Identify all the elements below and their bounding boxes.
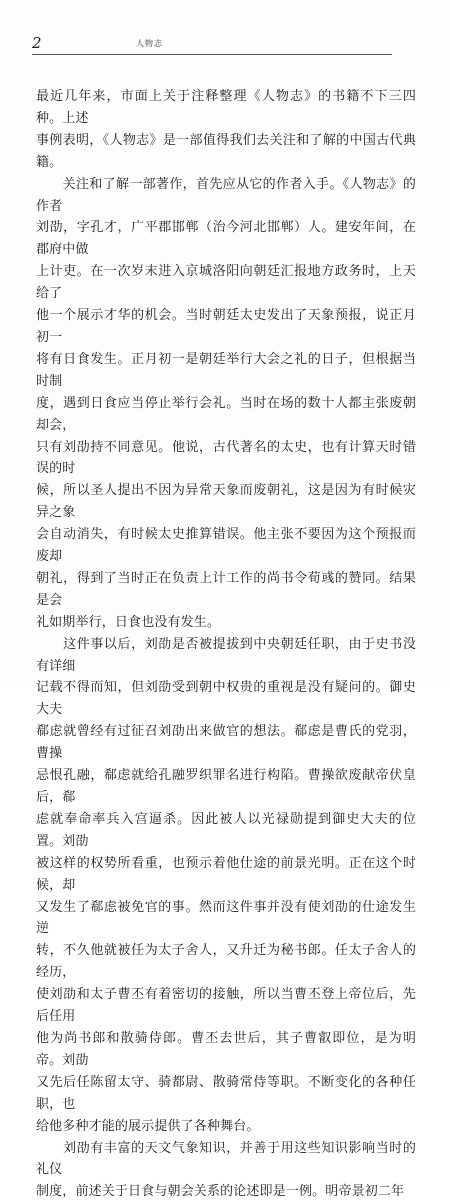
paragraph-2: 关注和了解一部著作，首先应从它的作者入手。《人物志》的作者 刘劭，字孔才，广平郡邯郸（治今河北邯郸）人。建安年间，在郡府中做 上计吏。在一次岁末进入京城洛阳向朝廷汇报地方政务时，上天给了 他一个展示才华的机会。当时朝廷太史发出了天象预报，说正月初一 将有日食发生。正月初一是朝廷举行大会之礼的日子，但根据当时制 度，遇到日食应当停止举行会礼。当时在场的数十人都主张废朝却会， 只有刘劭持不同意见。他说，古代著名的太史，也有计算天时错误的时 候，所以圣人提出不因为异常天象而废朝礼，这是因为有时候灾异之象 会自动消失，有时候太史推算错误。他主张不要因为这个预报而废却 朝礼，得到了当时正在负责上计工作的尚书令荀彧的赞同。结果是会 礼如期举行，日食也没有发生。	[36, 174, 416, 634]
paragraph-3: 这件事以后，刘劭是否被提拔到中央朝廷任职，由于史书没有详细 记载不得而知，但刘劭受到朝中权贵的重视是没有疑问的。御史大夫 郗虑就曾经有过征召刘劭出来做官的想法。郗虑是曹氏的党羽，曹操 忌恨孔融，郗虑就给孔融罗织罪名进行构陷。曹操欲废献帝伏皇后，郗 虑就奉命率兵入宫逼杀。因此被人以光禄勋提到御史大夫的位置。刘劭 被这样的权势所看重，也预示着他仕途的前景光明。正在这个时候，却 又发生了郗虑被免官的事。然而这件事并没有使刘劭的仕途发生逆 转，不久他就被任为太子舍人，又升迁为秘书郎。任太子舍人的经历， 使刘劭和太子曹丕有着密切的接触，所以当曹丕登上帝位后，先后任用 他为尚书郎和散骑侍郎。曹丕去世后，其子曹叡即位，是为明帝。刘劭 又先后任陈留太守、骑都尉、散骑常侍等职。不断变化的各种任职，也 给他多种才能的展示提供了各种舞台。	[36, 634, 416, 1138]
running-head: 人物志	[136, 39, 163, 49]
page-header	[32, 35, 392, 57]
body-text	[36, 86, 416, 1203]
header-rule	[32, 54, 392, 55]
paragraph-1: 最近几年来，市面上关于注释整理《人物志》的书籍不下三四种。上述 事例表明，《人物志》是一部值得我们去关注和了解的中国古代典籍。	[36, 86, 416, 174]
page-number: 2	[32, 35, 42, 51]
paragraph-4: 刘劭有丰富的天文气象知识，并善于用这些知识影响当时的礼仪 制度，前述关于日食与朝会关系的论述即是一例。明帝景初二年	[36, 1138, 416, 1203]
